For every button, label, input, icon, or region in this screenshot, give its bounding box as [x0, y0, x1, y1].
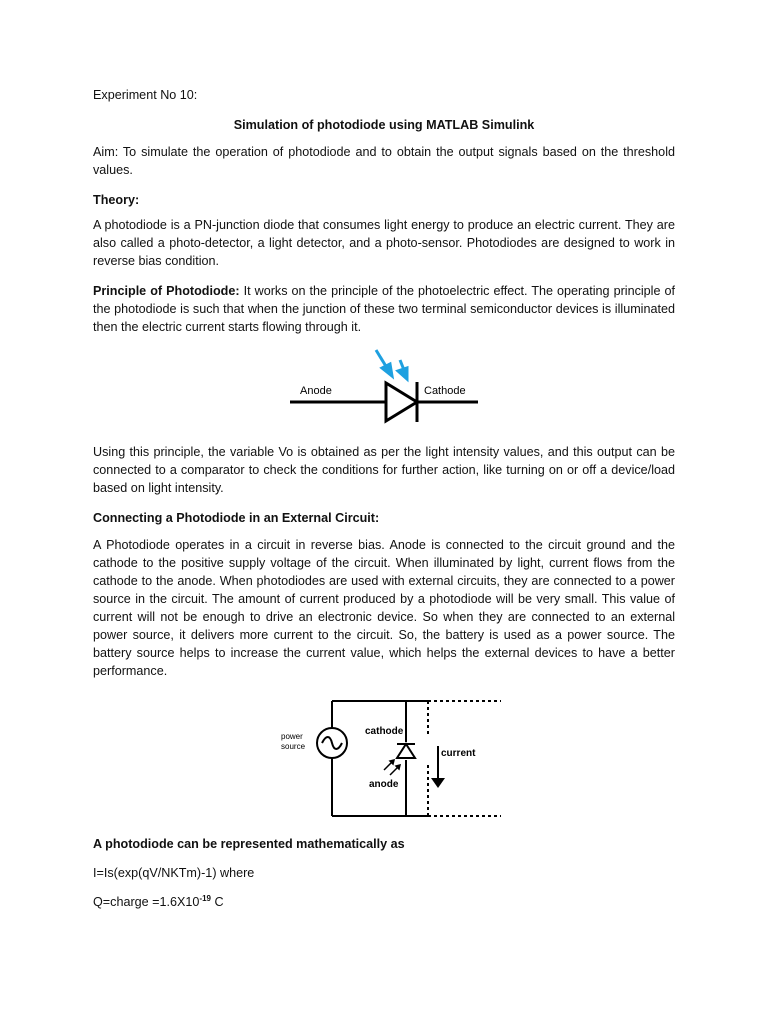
- math-intro: A photodiode can be represented mathematically as: [93, 837, 405, 851]
- figure1-cathode-label: Cathode: [424, 385, 466, 397]
- figure2-current-label: current: [441, 748, 476, 759]
- principle-paragraph: [93, 282, 675, 336]
- charge-constant: [93, 893, 675, 911]
- principle-heading: Principle of Photodiode:: [93, 284, 240, 298]
- figure2-cathode-label: cathode: [365, 726, 404, 737]
- usage-paragraph: Using this principle, the variable Vo is obtained as per the light intensity values, and this output can be connected to a comparator to check the conditions for further action, like turning on or off a device/load based on light intensity.: [93, 445, 675, 495]
- lower-section: [93, 443, 675, 692]
- external-circuit-figure: [280, 688, 502, 822]
- document-page: [93, 86, 675, 348]
- figure2-anode-label: anode: [369, 779, 399, 790]
- charge-prefix: Q=charge =1.6X10: [93, 895, 200, 909]
- photodiode-symbol-figure: [288, 342, 481, 427]
- aim-paragraph: Aim: To simulate the operation of photodiode and to obtain the output signals based on the threshold values.: [93, 145, 675, 177]
- charge-exponent: -19: [199, 894, 211, 903]
- math-section: [93, 835, 675, 911]
- charge-unit: C: [211, 895, 224, 909]
- figure2-power-label: power: [281, 732, 303, 741]
- theory-heading: Theory:: [93, 193, 140, 207]
- external-circuit-heading: Connecting a Photodiode in an External Circuit:: [93, 511, 380, 525]
- figure1-anode-label: Anode: [300, 385, 332, 397]
- figure2-source-label: source: [281, 742, 306, 751]
- theory-paragraph: A photodiode is a PN-junction diode that consumes light energy to produce an electric current. They are also called a photo-detector, a light detector, and a photo-sensor. Photodiodes are designed to work in reverse bias condition.: [93, 218, 675, 268]
- external-circuit-paragraph: A Photodiode operates in a circuit in reverse bias. Anode is connected to the circuit ground and the cathode to the positive supply voltage of the circuit. When illuminated by light, current flows from the cathode to the anode. When photodiodes are used with external circuits, they are connected to a power source in the circuit. The amount of current produced by a photodiode will be very small. This value of current will not be enough to drive an electronic device. So when they are connected to an external power source, it delivers more current to the circuit. So, the battery is used as a power source. The battery source helps to increase the current value, which helps the external devices to have a better performance.: [93, 538, 675, 678]
- experiment-label: Experiment No 10:: [93, 88, 198, 102]
- document-title: Simulation of photodiode using MATLAB Simulink: [233, 118, 535, 132]
- principle-text: It works on the principle of the photoelectric effect. The operating principle of the photodiode is such that when the junction of these two terminal semiconductor devices is illuminated then the electric current starts flowing through it.: [93, 284, 676, 334]
- photodiode-equation: I=Is(exp(qV/NKTm)-1) where: [93, 866, 255, 880]
